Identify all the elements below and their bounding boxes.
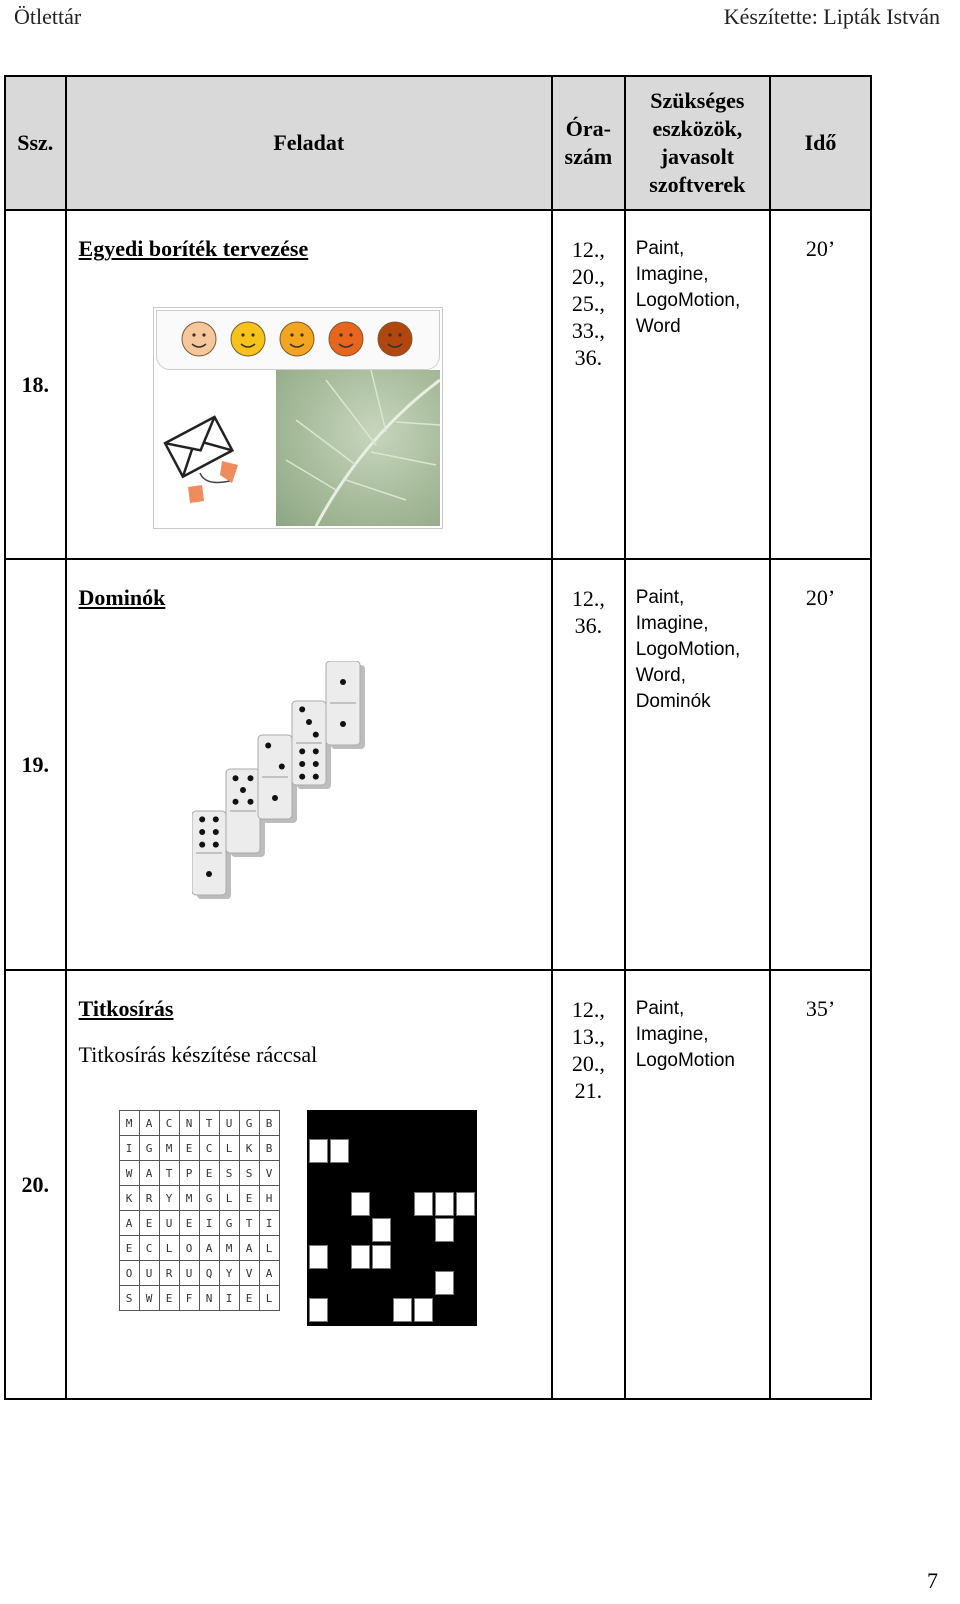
- smiley-face-icon: [280, 322, 314, 356]
- letter-cell: G: [239, 1111, 259, 1136]
- letter-grid-row: [119, 1211, 279, 1236]
- col-header-ssz: Ssz.: [5, 76, 66, 210]
- letter-cell: Q: [199, 1261, 219, 1286]
- col-header-feladat: Feladat: [66, 76, 552, 210]
- letter-cell: R: [139, 1186, 159, 1211]
- mask-hole: [330, 1139, 349, 1163]
- letter-cell: Y: [219, 1261, 239, 1286]
- letter-cell: S: [119, 1286, 139, 1311]
- tools-cell: Paint, Imagine, LogoMotion, Word, Dominók: [625, 559, 770, 970]
- envelope-icon: [160, 403, 270, 513]
- letter-cell: U: [179, 1261, 199, 1286]
- mask-hole: [309, 1245, 328, 1269]
- letter-cell: E: [179, 1211, 199, 1236]
- smiley-face-icon: [378, 322, 412, 356]
- letter-cell: H: [259, 1186, 279, 1211]
- table-row: [5, 559, 871, 970]
- letter-cell: I: [119, 1136, 139, 1161]
- letter-cell: M: [119, 1111, 139, 1136]
- domino-tile: [192, 811, 231, 899]
- mask-hole: [456, 1192, 475, 1216]
- letter-cell: E: [179, 1136, 199, 1161]
- task-cell: [66, 970, 552, 1399]
- letter-cell: T: [159, 1161, 179, 1186]
- activity-table: [4, 75, 872, 1400]
- col-header-ido: Idő: [770, 76, 871, 210]
- letter-cell: N: [179, 1111, 199, 1136]
- letter-cell: R: [159, 1261, 179, 1286]
- letter-cell: S: [239, 1161, 259, 1186]
- smiley-strip: [156, 310, 440, 370]
- header-right: Készítette: Lipták István: [723, 4, 940, 29]
- table-row: [5, 970, 871, 1399]
- dominoes-image: [192, 661, 551, 911]
- hours-cell: 12., 13., 20., 21.: [552, 970, 625, 1399]
- letter-cell: A: [239, 1236, 259, 1261]
- mask-hole: [351, 1192, 370, 1216]
- letter-cell: U: [139, 1261, 159, 1286]
- mask-hole: [435, 1271, 454, 1295]
- letter-cell: E: [159, 1286, 179, 1311]
- letter-cell: L: [219, 1186, 239, 1211]
- task-cell: [66, 210, 552, 559]
- letter-cell: A: [139, 1161, 159, 1186]
- letter-grid-row: [119, 1286, 279, 1311]
- letter-cell: O: [179, 1236, 199, 1261]
- letter-cell: V: [239, 1261, 259, 1286]
- letter-grid-row: [119, 1111, 279, 1136]
- letter-cell: W: [139, 1286, 159, 1311]
- letter-cell: G: [139, 1136, 159, 1161]
- letter-cell: C: [199, 1136, 219, 1161]
- hours-cell: 12., 36.: [552, 559, 625, 970]
- letter-cell: Y: [159, 1186, 179, 1211]
- mask-hole: [372, 1218, 391, 1242]
- letter-cell: G: [199, 1186, 219, 1211]
- letter-cell: A: [139, 1111, 159, 1136]
- time-cell: 20’: [770, 210, 871, 559]
- mask-hole: [393, 1298, 412, 1322]
- letter-cell: B: [259, 1136, 279, 1161]
- letter-cell: M: [159, 1136, 179, 1161]
- letter-cell: E: [119, 1236, 139, 1261]
- col-header-eszkozok: Szükséges eszközök, javasolt szoftverek: [625, 76, 770, 210]
- table-row: [5, 210, 871, 559]
- col-header-oraszam: Óra- szám: [552, 76, 625, 210]
- letter-cell: A: [259, 1261, 279, 1286]
- cipher-mask: [307, 1110, 477, 1326]
- page-number: 7: [927, 1568, 938, 1593]
- letter-cell: B: [259, 1111, 279, 1136]
- row-number: 19.: [5, 559, 66, 970]
- smiley-face-icon: [329, 322, 363, 356]
- letter-cell: E: [199, 1161, 219, 1186]
- letter-grid-row: [119, 1236, 279, 1261]
- letter-grid-row: [119, 1186, 279, 1211]
- letter-cell: L: [259, 1236, 279, 1261]
- letter-cell: I: [219, 1286, 239, 1311]
- envelope-design-image: [153, 307, 443, 529]
- letter-cell: N: [199, 1286, 219, 1311]
- letter-grid-row: [119, 1161, 279, 1186]
- letter-cell: A: [199, 1236, 219, 1261]
- letter-cell: E: [239, 1286, 259, 1311]
- mask-hole: [372, 1245, 391, 1269]
- leaf-photo: [276, 370, 440, 526]
- mask-hole: [435, 1192, 454, 1216]
- letter-grid-row: [119, 1261, 279, 1286]
- letter-cell: L: [219, 1136, 239, 1161]
- task-subtitle: Titkosírás készítése ráccsal: [78, 1042, 318, 1067]
- letter-cell: O: [119, 1261, 139, 1286]
- task-title: Titkosírás: [78, 996, 174, 1021]
- letter-cell: A: [119, 1211, 139, 1236]
- task-title: Egyedi boríték tervezése: [78, 236, 309, 261]
- task-title: Dominók: [78, 585, 166, 610]
- mask-hole: [309, 1139, 328, 1163]
- letter-cell: U: [219, 1111, 239, 1136]
- letter-cell: W: [119, 1161, 139, 1186]
- letter-cell: K: [239, 1136, 259, 1161]
- smiley-face-icon: [231, 322, 265, 356]
- time-cell: 20’: [770, 559, 871, 970]
- letter-grid-row: [119, 1136, 279, 1161]
- smiley-faces: [157, 311, 441, 367]
- letter-cell: S: [219, 1161, 239, 1186]
- letter-cell: I: [199, 1211, 219, 1236]
- letter-cell: K: [119, 1186, 139, 1211]
- letter-cell: I: [259, 1211, 279, 1236]
- hours-cell: 12., 20., 25., 33., 36.: [552, 210, 625, 559]
- mask-hole: [309, 1298, 328, 1322]
- letter-cell: F: [179, 1286, 199, 1311]
- letter-cell: V: [259, 1161, 279, 1186]
- letter-cell: M: [219, 1236, 239, 1261]
- domino-tile: [292, 701, 331, 789]
- letter-grid: [119, 1110, 280, 1311]
- mask-hole: [414, 1298, 433, 1322]
- letter-cell: C: [139, 1236, 159, 1261]
- letter-cell: L: [259, 1286, 279, 1311]
- header-left: Ötlettár: [14, 4, 82, 29]
- time-cell: 35’: [770, 970, 871, 1399]
- smiley-face-icon: [182, 322, 216, 356]
- row-number: 18.: [5, 210, 66, 559]
- letter-cell: E: [139, 1211, 159, 1236]
- row-number: 20.: [5, 970, 66, 1399]
- letter-cell: L: [159, 1236, 179, 1261]
- domino-tile: [258, 735, 297, 823]
- task-cell: [66, 559, 552, 970]
- letter-cell: E: [239, 1186, 259, 1211]
- cipher-grid-image: [119, 1110, 551, 1328]
- mask-hole: [351, 1245, 370, 1269]
- letter-cell: U: [159, 1211, 179, 1236]
- mask-hole: [435, 1218, 454, 1242]
- domino-tile: [326, 661, 365, 749]
- mask-hole: [414, 1192, 433, 1216]
- letter-cell: G: [219, 1211, 239, 1236]
- letter-cell: C: [159, 1111, 179, 1136]
- tools-cell: Paint, Imagine, LogoMotion, Word: [625, 210, 770, 559]
- letter-cell: T: [199, 1111, 219, 1136]
- letter-cell: T: [239, 1211, 259, 1236]
- letter-cell: P: [179, 1161, 199, 1186]
- table-header-row: [5, 76, 871, 210]
- letter-cell: M: [179, 1186, 199, 1211]
- tools-cell: Paint, Imagine, LogoMotion: [625, 970, 770, 1399]
